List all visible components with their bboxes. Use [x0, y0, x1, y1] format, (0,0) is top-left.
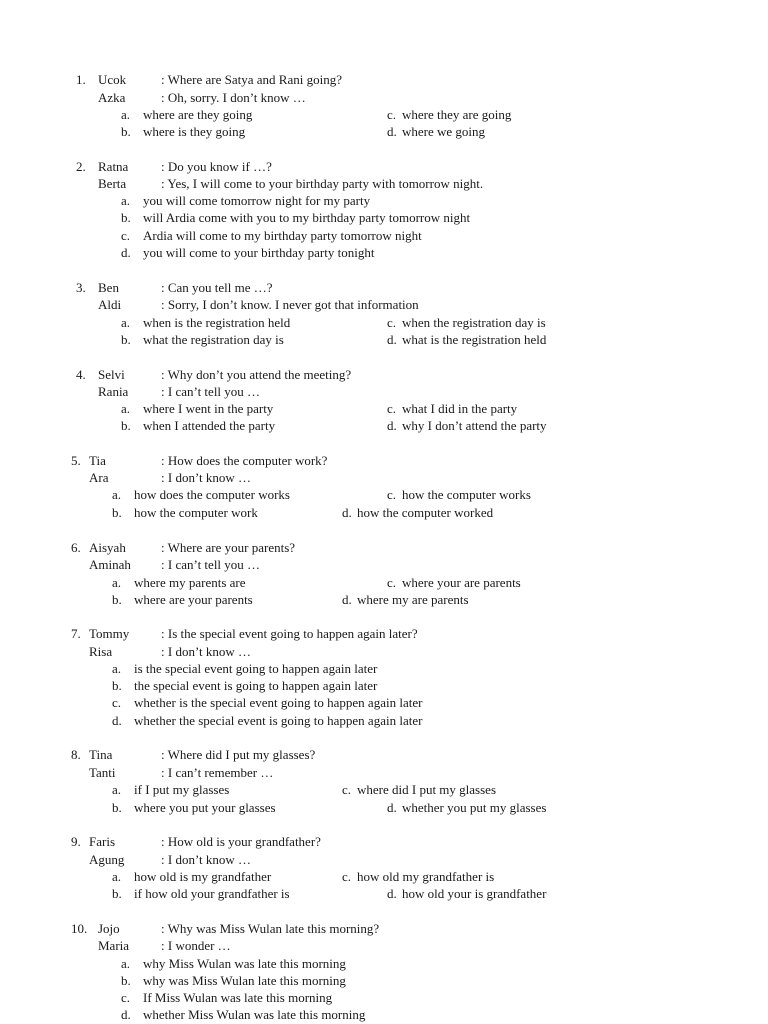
option-text: where did I put my glasses — [357, 782, 497, 797]
speaker-name: Ratna — [98, 159, 129, 174]
option-text: how the computer work — [134, 505, 258, 520]
speaker-utterance: : Where are Satya and Rani going? — [161, 72, 342, 87]
speaker-name: Faris — [89, 834, 115, 849]
option-text: you will come to your birthday party tonight — [143, 245, 375, 260]
option-letter: d. — [342, 505, 352, 520]
option-text: when is the registration held — [143, 315, 291, 330]
speaker-name: Rania — [98, 384, 129, 399]
option-letter: a. — [121, 315, 131, 330]
option-letter: a. — [112, 869, 122, 884]
speaker-name: Tommy — [89, 626, 130, 641]
speaker-name: Azka — [98, 90, 126, 105]
question-number: 1. — [76, 72, 86, 87]
option-text: where my are parents — [357, 592, 469, 607]
option-text: why Miss Wulan was late this morning — [143, 956, 346, 971]
option-letter: d. — [112, 713, 122, 728]
speaker-name: Berta — [98, 176, 127, 191]
option-text: where my parents are — [134, 575, 246, 590]
option-letter: d. — [387, 124, 397, 139]
speaker-utterance: : I can’t tell you … — [161, 557, 261, 572]
option-letter: b. — [121, 210, 131, 225]
option-text: where are your parents — [134, 592, 253, 607]
option-text: what I did in the party — [402, 401, 518, 416]
option-letter: a. — [121, 193, 131, 208]
option-text: how does the computer works — [134, 487, 290, 502]
speaker-utterance: : Why was Miss Wulan late this morning? — [161, 921, 380, 936]
speaker-name: Agung — [89, 852, 125, 867]
speaker-utterance: : I don’t know … — [161, 644, 252, 659]
option-letter: d. — [121, 1007, 131, 1022]
speaker-utterance: : Do you know if …? — [161, 159, 272, 174]
speaker-name: Ara — [89, 470, 109, 485]
speaker-name: Jojo — [98, 921, 120, 936]
speaker-utterance: : Where did I put my glasses? — [161, 747, 316, 762]
option-letter: b. — [121, 332, 131, 347]
option-letter: b. — [112, 505, 122, 520]
option-text: how the computer works — [402, 487, 531, 502]
speaker-name: Ucok — [98, 72, 127, 87]
option-text: what the registration day is — [143, 332, 284, 347]
speaker-utterance: : Where are your parents? — [161, 540, 296, 555]
option-text: whether Miss Wulan was late this morning — [143, 1007, 366, 1022]
option-letter: a. — [121, 107, 131, 122]
option-text: when the registration day is — [402, 315, 546, 330]
option-text: is the special event going to happen again later — [134, 661, 378, 676]
question-number: 3. — [76, 280, 86, 295]
option-text: the special event is going to happen again later — [134, 678, 378, 693]
option-letter: b. — [112, 592, 122, 607]
question-number: 10. — [71, 921, 88, 936]
option-letter: b. — [121, 418, 131, 433]
option-text: why was Miss Wulan late this morning — [143, 973, 346, 988]
speaker-name: Selvi — [98, 367, 125, 382]
option-letter: c. — [387, 107, 397, 122]
speaker-name: Aminah — [89, 557, 131, 572]
option-letter: d. — [121, 245, 131, 260]
option-letter: c. — [121, 228, 131, 243]
option-text: where is they going — [143, 124, 246, 139]
speaker-utterance: : Is the special event going to happen again later? — [161, 626, 418, 641]
speaker-name: Tia — [89, 453, 106, 468]
speaker-utterance: : How does the computer work? — [161, 453, 328, 468]
option-letter: d. — [387, 418, 397, 433]
option-text: where I went in the party — [143, 401, 274, 416]
speaker-utterance: : Why don’t you attend the meeting? — [161, 367, 352, 382]
option-letter: c. — [342, 782, 352, 797]
option-text: where you put your glasses — [134, 800, 276, 815]
option-letter: d. — [387, 332, 397, 347]
speaker-name: Tina — [89, 747, 113, 762]
speaker-utterance: : I can’t tell you … — [161, 384, 261, 399]
option-text: whether is the special event going to happen again later — [134, 695, 423, 710]
option-letter: a. — [112, 575, 122, 590]
option-text: whether you put my glasses — [402, 800, 547, 815]
option-letter: a. — [112, 782, 122, 797]
option-letter: a. — [121, 956, 131, 971]
option-text: will Ardia come with you to my birthday party tomorrow night — [143, 210, 471, 225]
option-text: you will come tomorrow night for my party — [143, 193, 371, 208]
question-number: 9. — [71, 834, 81, 849]
option-letter: d. — [342, 592, 352, 607]
option-text: if how old your grandfather is — [134, 886, 290, 901]
speaker-utterance: : I wonder … — [161, 938, 231, 953]
option-letter: b. — [112, 886, 122, 901]
option-letter: a. — [121, 401, 131, 416]
option-text: when I attended the party — [143, 418, 276, 433]
option-text: where they are going — [402, 107, 512, 122]
question-number: 4. — [76, 367, 86, 382]
speaker-utterance: : Oh, sorry. I don’t know … — [161, 90, 306, 105]
option-text: how old your is grandfather — [402, 886, 547, 901]
option-letter: c. — [387, 575, 397, 590]
speaker-utterance: : Sorry, I don’t know. I never got that information — [161, 297, 419, 312]
option-letter: d. — [387, 886, 397, 901]
option-text: where your are parents — [402, 575, 521, 590]
speaker-name: Aldi — [98, 297, 122, 312]
option-letter: c. — [387, 401, 397, 416]
speaker-name: Tanti — [89, 765, 116, 780]
option-text: whether the special event is going to happen again later — [134, 713, 423, 728]
option-letter: c. — [121, 990, 131, 1005]
speaker-utterance: : How old is your grandfather? — [161, 834, 321, 849]
question-number: 8. — [71, 747, 81, 762]
speaker-utterance: : Can you tell me …? — [161, 280, 273, 295]
option-text: if I put my glasses — [134, 782, 230, 797]
option-text: how old my grandfather is — [357, 869, 495, 884]
option-letter: a. — [112, 487, 122, 502]
option-text: what is the registration held — [402, 332, 547, 347]
option-text: how old is my grandfather — [134, 869, 272, 884]
option-text: If Miss Wulan was late this morning — [143, 990, 333, 1005]
speaker-utterance: : I can’t remember … — [161, 765, 274, 780]
option-letter: b. — [112, 678, 122, 693]
speaker-utterance: : I don’t know … — [161, 852, 252, 867]
speaker-name: Ben — [98, 280, 119, 295]
speaker-utterance: : Yes, I will come to your birthday party with tomorrow night. — [161, 176, 484, 191]
option-letter: c. — [342, 869, 352, 884]
speaker-name: Maria — [98, 938, 130, 953]
question-number: 5. — [71, 453, 81, 468]
option-letter: d. — [387, 800, 397, 815]
option-letter: c. — [387, 487, 397, 502]
question-number: 2. — [76, 159, 86, 174]
speaker-utterance: : I don’t know … — [161, 470, 252, 485]
speaker-name: Risa — [89, 644, 113, 659]
question-number: 6. — [71, 540, 81, 555]
option-letter: c. — [387, 315, 397, 330]
option-letter: a. — [112, 661, 122, 676]
question-number: 7. — [71, 626, 81, 641]
option-letter: b. — [112, 800, 122, 815]
option-text: how the computer worked — [357, 505, 494, 520]
speaker-name: Aisyah — [89, 540, 126, 555]
option-text: where are they going — [143, 107, 253, 122]
option-text: why I don’t attend the party — [402, 418, 547, 433]
option-text: where we going — [402, 124, 486, 139]
option-text: Ardia will come to my birthday party tomorrow night — [143, 228, 422, 243]
option-letter: b. — [121, 124, 131, 139]
option-letter: b. — [121, 973, 131, 988]
option-letter: c. — [112, 695, 122, 710]
